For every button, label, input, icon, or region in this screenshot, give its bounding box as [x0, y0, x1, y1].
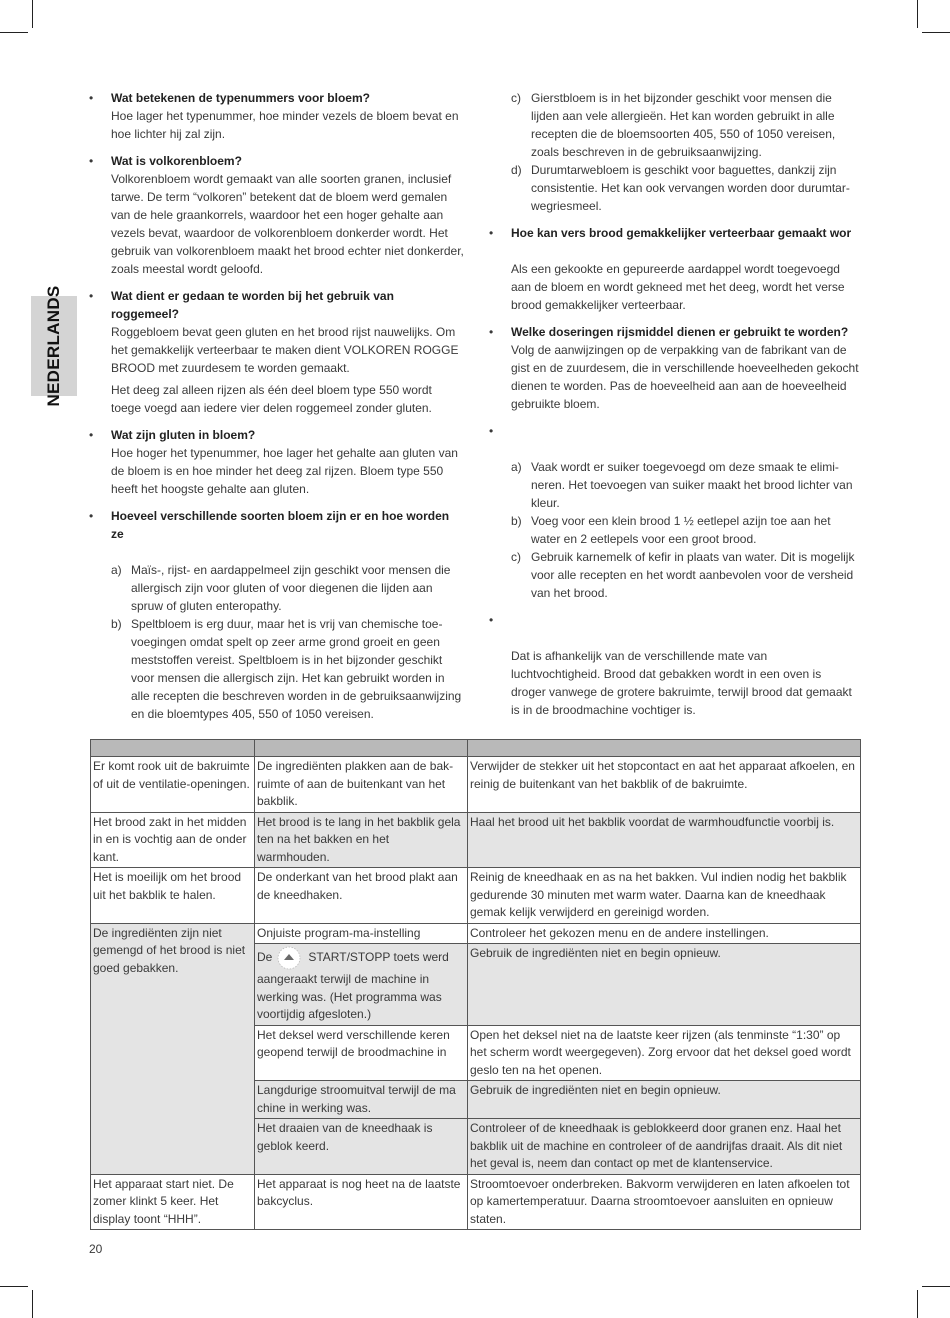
cause-text: aangeraakt terwijl de machine in werking was. (Het programma was voortijdig afgesloten.) [257, 972, 442, 1021]
problem-cell: Het brood zakt in het midden in en is vochtig aan de onder kant. [91, 812, 255, 868]
bullet: • [489, 613, 494, 627]
table-row [91, 812, 861, 868]
cause-cell: Het apparaat is nog heet na de laatste bakcyclus. [255, 1174, 468, 1230]
bullet: • [89, 91, 94, 105]
problem-cell: Het is moeilijk om het brood uit het bakblik te halen. [91, 868, 255, 924]
sub-item [89, 561, 464, 615]
solution-cell: Reinig de kneedhaak en as na het bakken. Vul indien nodig het bakblik gedurende 30 minuten met warm water. Daarna kan de kneedhaak gemak kelijk verwijderd en gereinigd worden. [468, 868, 861, 924]
faq-item [89, 152, 464, 278]
faq-answer: Hoe hoger het typenummer, hoe lager het gehalte aan gluten van de bloem is en hoe minder het deeg zal rijzen. Bloem type 550 heeft het hoogste gehalte aan gluten. [111, 446, 458, 496]
sub-item-label: c) [511, 550, 521, 564]
spacer [511, 242, 859, 260]
faq-answer: Als een gekookte en gepureerde aardappel wordt toegevoegd aan de bloem en wordt gekneed met het deeg, wordt het verse brood gemakkelijker verteerbaar. [511, 262, 845, 312]
sub-item-text: Gebruik karnemelk of kefir in plaats van water. Dit is mogelijk voor alle recepten en het wordt aanbevolen voor de versheid van het brood. [531, 550, 855, 600]
crop-mark [917, 1290, 918, 1318]
table-header-cell [468, 740, 861, 757]
troubleshooting-table [90, 739, 861, 1230]
faq-question: Wat is volkorenbloem? [111, 154, 242, 168]
bullet: • [89, 154, 94, 168]
bullet: • [489, 325, 494, 339]
faq-item [89, 89, 464, 143]
cause-cell: De ingrediënten plakken aan de bak-ruimte of aan de buitenkant van het bakblik. [255, 757, 468, 813]
sub-item [489, 458, 859, 512]
solution-cell: Controleer of de kneedhaak is geblokkeerd door granen enz. Haal het bakblik uit de machine en controleer of de aandrijfas draait. Als dit niet het geval is, neem dan contact op met de klantenservice. [468, 1119, 861, 1175]
spacer [511, 611, 859, 629]
bullet: • [89, 289, 94, 303]
table-header-cell [255, 740, 468, 757]
faq-answer: Roggebloem bevat geen gluten en het brood rijst nauwelijks. Om het gemakkelijk verteerbaar te maken dient VOLKOREN ROGGE BROOD met zuurdesem te worden gemaakt. [111, 325, 459, 375]
solution-cell: Open het deksel niet na de laatste keer rijzen (als tenminste “1:30” op het scherm wordt weergegeven). Zorg ervoor dat het deksel goed wordt geslo ten na het openen. [468, 1025, 861, 1081]
crop-mark [0, 1286, 28, 1287]
faq-item-empty [489, 422, 859, 440]
sub-item-text: Gierstbloem is in het bijzonder geschikt voor mensen die lijden aan vele allergieën. Het kan worden gebruikt in alle recepten die de bloemsoorten 405, 550 of 1050 vereisen, zoals beschreven in de gebruiksaanwijzing. [531, 91, 836, 159]
sub-item-label: a) [511, 460, 522, 474]
sub-item-text: Durumtarwebloem is geschikt voor baguettes, dankzij zijn consistentie. Het kan ook vervangen worden door durumtar-wegriesmeel. [531, 163, 850, 213]
language-tab-label: NEDERLANDS [44, 285, 63, 407]
solution-cell: Controleer het gekozen menu en de andere instellingen. [468, 923, 861, 944]
sub-item [489, 161, 859, 215]
sub-item [489, 512, 859, 548]
crop-mark [917, 0, 918, 28]
crop-mark [0, 32, 28, 33]
cause-cell [255, 944, 468, 1026]
cause-cell: Het brood is te lang in het bakblik gela ten na het bakken en het warmhouden. [255, 812, 468, 868]
table-header-cell [91, 740, 255, 757]
faq-answer: Volkorenbloem wordt gemaakt van alle soorten granen, inclusief tarwe. De term “volkoren” betekent dat de bloem werd gemalen van de hele graankorrels, waardoor het een hoger gehalte aan vezels bevat, waardoor de volkorenbloem donkerder wordt. Het gebruik van volkorenbloem maakt het brood echter niet donkerder, zoals meestal wordt geloofd. [111, 172, 464, 276]
table-header-row [91, 740, 861, 757]
bullet: • [89, 509, 94, 523]
crop-mark [922, 32, 950, 33]
table-row [91, 923, 861, 944]
crop-mark [32, 1290, 33, 1318]
bullet: • [489, 226, 494, 240]
right-column [489, 89, 859, 719]
language-tab [31, 285, 77, 407]
sub-item-label: c) [511, 91, 521, 105]
faq-question: Welke doseringen rijsmiddel dienen er gebruikt te worden? [511, 325, 849, 339]
faq-item [89, 287, 464, 417]
spacer [89, 543, 464, 561]
start-stop-icon [276, 945, 302, 971]
left-column [89, 89, 464, 723]
faq-answer: Volg de aanwijzingen op de verpakking van de fabrikant van de gist en de zuurdesem, die in verschillende hoeveelheden gekocht dienen te worden. Pas de hoeveelheid aan aan de hoeveelheid gebruikte bloem. [511, 343, 859, 411]
sub-item-label: a) [111, 563, 122, 577]
cause-cell: Onjuiste program-ma-instelling [255, 923, 468, 944]
bullet: • [489, 424, 494, 438]
table-row [91, 1174, 861, 1230]
sub-item-label: b) [111, 617, 122, 631]
crop-mark [32, 0, 33, 28]
faq-answer-block [489, 647, 859, 719]
sub-item-text: Maïs-, rijst- en aardappelmeel zijn geschikt voor mensen die allergisch zijn voor gluten of voor diegenen die lijden aan spruw of gluten enteropathy. [131, 563, 451, 613]
cause-cell: Het draaien van de kneedhaak is geblok keerd. [255, 1119, 468, 1175]
faq-question: Wat zijn gluten in bloem? [111, 428, 256, 442]
faq-item [89, 426, 464, 498]
spacer [489, 629, 859, 647]
faq-item-empty [489, 611, 859, 629]
crop-mark [922, 1286, 950, 1287]
faq-answer: Dat is afhankelijk van de verschillende mate van luchtvochtigheid. Brood dat gebakken wordt in een oven is droger vanwege de grotere bakruimte, terwijl brood dat gemaakt is in de broodmachine vochtiger is. [511, 649, 852, 717]
solution-cell: Stroomtoevoer onderbreken. Bakvorm verwijderen en laten afkoelen tot op kamertemperatuur. Daarna stroomtoevoer aansluiten en opnieuw staten. [468, 1174, 861, 1230]
problem-cell: De ingrediënten zijn niet gemengd of het brood is niet goed gebakken. [91, 923, 255, 1174]
spacer [489, 440, 859, 458]
faq-item [489, 323, 859, 413]
sub-item-text: Speltbloem is erg duur, maar het is vrij van chemische toe-voegingen omdat spelt op zeer arme grond groeit en geen meststoffen vereist. Speltbloem is in het bijzonder geschikt voor mensen die allergisch zijn. Het kan gebruikt worden in alle recepten die beschreven worden in de gebruiksaanwijzing en die bloemtypes 405, 550 of 1050 vereisen. [131, 617, 462, 721]
cause-cell: Het deksel werd verschillende keren geopend terwijl de broodmachine in [255, 1025, 468, 1081]
solution-cell: Gebruik de ingrediënten niet en begin opnieuw. [468, 1081, 861, 1119]
cause-cell: De onderkant van het brood plakt aan de kneedhaken. [255, 868, 468, 924]
solution-cell: Haal het brood uit het bakblik voordat de warmhoudfunctie voorbij is. [468, 812, 861, 868]
faq-question: Hoe kan vers brood gemakkelijker verteerbaar gemaakt wor [511, 226, 852, 240]
faq-question: Wat dient er gedaan te worden bij het gebruik van roggemeel? [111, 289, 394, 321]
page-number: 20 [89, 1242, 103, 1256]
faq-question: Wat betekenen de typenummers voor bloem? [111, 91, 370, 105]
sub-item-text: Voeg voor een klein brood 1 ½ eetlepel azijn toe aan het water en 2 eetlepels voor een groot brood. [531, 514, 831, 546]
sub-item-text: Vaak wordt er suiker toegevoegd om deze smaak te elimi-neren. Het toevoegen van suiker maakt het brood lichter van kleur. [531, 460, 853, 510]
sub-item [489, 89, 859, 161]
solution-cell: Verwijder de stekker uit het stopcontact en aat het apparaat afkoelen, en reinig de buitenkant van het bakblik of de bakruimte. [468, 757, 861, 813]
faq-answer: Hoe lager het typenummer, hoe minder vezels de bloem bevat en hoe lichter hij zal zijn. [111, 109, 459, 141]
cause-text: De [257, 950, 273, 965]
sub-item-label: d) [511, 163, 522, 177]
sub-item [89, 615, 464, 723]
problem-cell: Er komt rook uit de bakruimte of uit de ventilatie-openingen. [91, 757, 255, 813]
spacer [511, 422, 859, 440]
faq-item [89, 507, 464, 543]
cause-cell: Langdurige stroomuitval terwijl de ma chine in werking was. [255, 1081, 468, 1119]
bullet: • [89, 428, 94, 442]
cause-text: START/STOPP toets werd [308, 950, 449, 965]
table-row [91, 868, 861, 924]
solution-cell: Gebruik de ingrediënten niet en begin opnieuw. [468, 944, 861, 1026]
faq-question: Hoeveel verschillende soorten bloem zijn er en hoe worden ze [111, 509, 450, 541]
sub-item [489, 548, 859, 602]
faq-item [489, 224, 859, 314]
problem-cell: Het apparaat start niet. De zomer klinkt 5 keer. Het display toont “HHH”. [91, 1174, 255, 1230]
table-row [91, 757, 861, 813]
sub-item-label: b) [511, 514, 522, 528]
faq-answer: Het deeg zal alleen rijzen als één deel bloem type 550 wordt toege voegd aan iedere vier delen roggemeel zonder gluten. [111, 383, 432, 415]
